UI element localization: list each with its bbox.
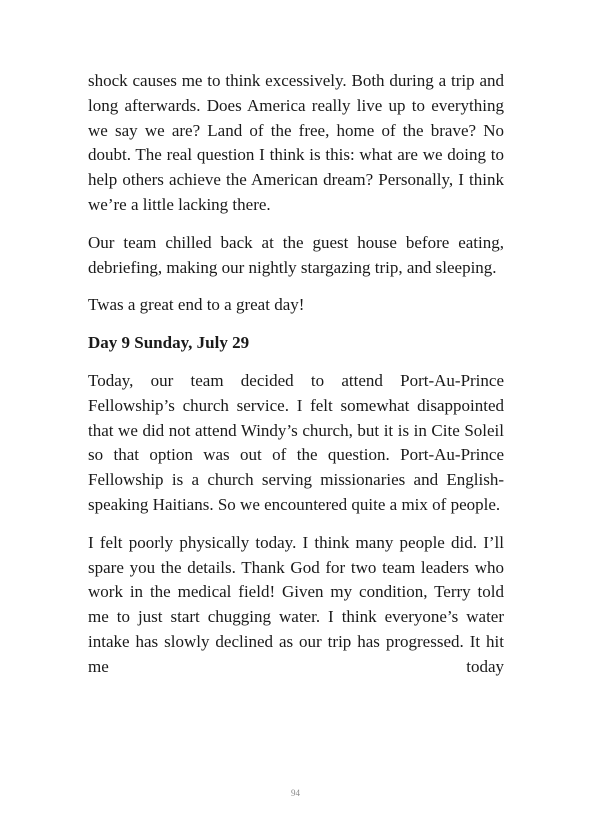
paragraph-church-service: Today, our team decided to attend Port-Au-Prince Fellowship’s church service. I felt somewhat disappointed that we did not attend Windy’s church, but it is in Cite Soleil so that option was out of the question. Port-Au-Prince Fellowship is a church serving missionaries and English-speaking Haitians. So we encountered quite a mix of people. [88,370,504,514]
body-text [88,69,504,693]
paragraph-guest-house: Our team chilled back at the guest house before eating, debriefing, making our nightly stargazing trip, and sleeping. [88,232,504,277]
paragraph-culture-shock: shock causes me to think excessively. Both during a trip and long afterwards. Does America really live up to everything we say we are? Land of the free, home of the brave? No doubt. The real question I think is this: what are we doing to help others achieve the American dream? Personally, I think we’re a little lacking there. [88,71,504,214]
paragraph-felt-poorly: I felt poorly physically today. I think many people did. I’ll spare you the details. Thank God for two team leaders who work in the medical field! Given my condition, Terry told me to just start chugging water. I think everyone’s water intake has slowly declined as our trip has progressed. It hit me today [88,532,504,676]
page-number: 94 [291,788,300,798]
paragraph-great-end: Twas a great end to a great day! [88,295,305,315]
day-heading: Day 9 Sunday, July 29 [88,333,250,353]
